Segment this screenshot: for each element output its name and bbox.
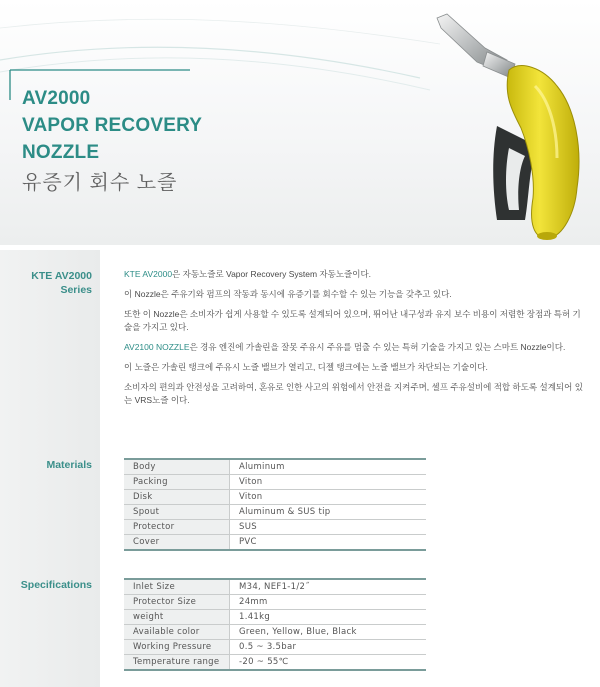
kte-label-line-1: KTE AV2000 [31, 270, 92, 282]
row-value: 1.41kg [230, 610, 427, 625]
materials-table [124, 458, 426, 551]
row-value: Viton [230, 490, 427, 505]
table-row [124, 459, 426, 475]
row-value: 0.5 ~ 3.5bar [230, 640, 427, 655]
row-key: Working Pressure [124, 640, 230, 655]
description-paragraph [124, 361, 586, 374]
row-value: SUS [230, 520, 427, 535]
highlight-text: KTE AV2000 [124, 269, 173, 279]
row-key: Available color [124, 625, 230, 640]
specifications-table [124, 578, 426, 671]
highlight-text: AV2100 NOZZLE [124, 342, 190, 352]
description-paragraph [124, 288, 586, 301]
row-key: Protector [124, 520, 230, 535]
paragraph-text: 이 노즐은 가솔린 탱크에 주유시 노즐 밸브가 열리고, 디젤 탱크에는 노즐 밸브가 차단되는 기술이다. [124, 362, 488, 372]
product-title-line-3: NOZZLE [22, 142, 100, 163]
table-row [124, 610, 426, 625]
row-value: PVC [230, 535, 427, 551]
nozzle-product-image [425, 8, 595, 243]
product-subtitle: 유증기 회수 노즐 [22, 172, 178, 194]
row-key: Cover [124, 535, 230, 551]
row-value: Aluminum [230, 459, 427, 475]
product-title-line-2: VAPOR RECOVERY [22, 115, 203, 136]
table-row [124, 579, 426, 595]
section-sidebar [0, 250, 100, 687]
paragraph-text: 은 경유 엔진에 가솔린을 잘못 주유시 주유를 멈출 수 있는 특허 기술을 가지고 있는 스마트 Nozzle이다. [189, 342, 566, 352]
table-row [124, 475, 426, 490]
description-paragraph [124, 381, 586, 407]
description-paragraph [124, 308, 586, 334]
row-value: Viton [230, 475, 427, 490]
row-value: Aluminum & SUS tip [230, 505, 427, 520]
section-label-materials: Materials [46, 459, 92, 471]
row-value: M34, NEF1-1/2˝ [230, 579, 427, 595]
description-paragraph [124, 268, 586, 281]
table-row [124, 505, 426, 520]
paragraph-text: 이 Nozzle은 주유기와 펌프의 작동과 동시에 유증기를 회수할 수 있는 기능을 갖추고 있다. [124, 289, 452, 299]
row-value: Green, Yellow, Blue, Black [230, 625, 427, 640]
row-value: 24mm [230, 595, 427, 610]
hero-banner [0, 0, 600, 245]
section-label-specifications: Specifications [20, 579, 92, 591]
paragraph-text: 은 자동노즐로 Vapor Recovery System 자동노즐이다. [172, 269, 372, 279]
row-key: weight [124, 610, 230, 625]
row-key: Packing [124, 475, 230, 490]
row-key: Temperature range [124, 655, 230, 671]
description-paragraph [124, 341, 586, 354]
table-row [124, 520, 426, 535]
product-description [124, 268, 586, 414]
paragraph-text: 또한 이 Nozzle은 소비자가 쉽게 사용할 수 있도록 설계되어 있으며, 뛰어난 내구성과 유지 보수 비용이 저렴한 장점과 특허 기술을 가지고 있다. [124, 309, 581, 332]
table-row [124, 595, 426, 610]
paragraph-text: 소비자의 편의과 안전성을 고려하여, 혼유로 인한 사고의 위험에서 안전을 지켜주며, 셀프 주유설비에 적합 하도록 설계되어 있는 VRS노즐 이다. [124, 382, 583, 405]
row-key: Inlet Size [124, 579, 230, 595]
table-row [124, 535, 426, 551]
kte-label-line-2: Series [60, 284, 92, 296]
row-key: Disk [124, 490, 230, 505]
table-row [124, 625, 426, 640]
table-row [124, 655, 426, 671]
product-title-line-1: AV2000 [22, 88, 91, 109]
row-key: Body [124, 459, 230, 475]
row-value: -20 ~ 55℃ [230, 655, 427, 671]
section-label-kte-series [31, 269, 92, 297]
table-row [124, 640, 426, 655]
row-key: Spout [124, 505, 230, 520]
content-area [0, 250, 600, 687]
table-row [124, 490, 426, 505]
row-key: Protector Size [124, 595, 230, 610]
